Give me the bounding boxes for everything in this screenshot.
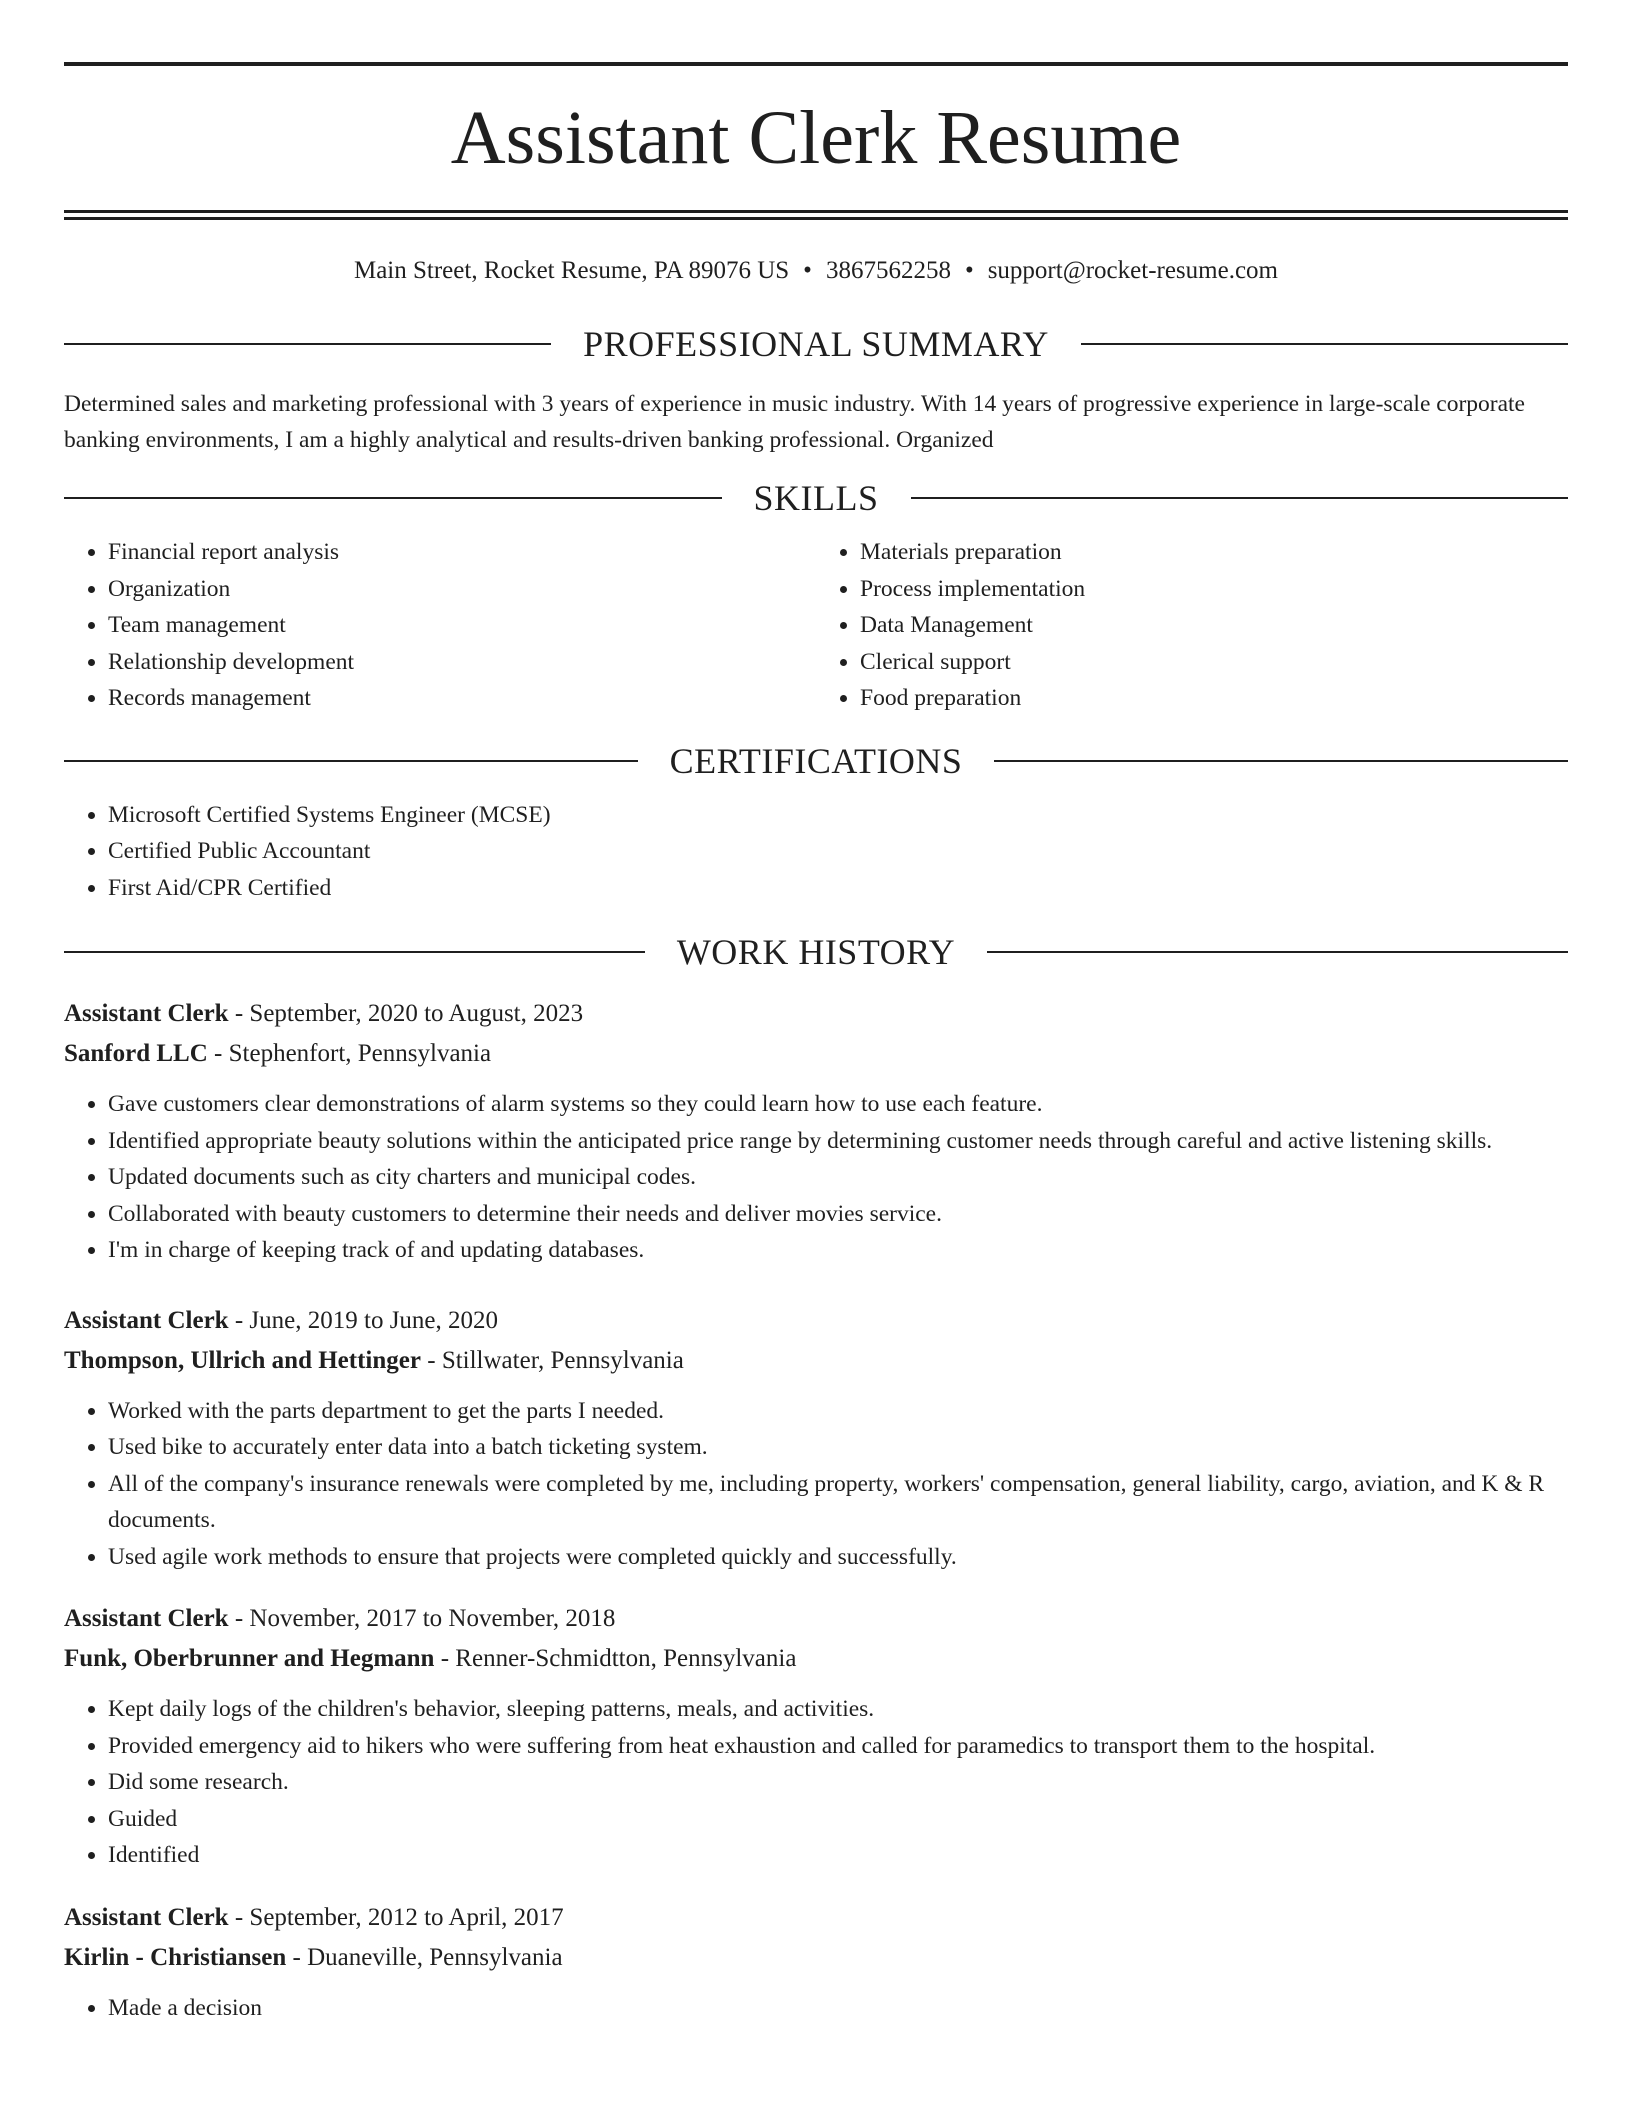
job-dash: -: [207, 1040, 229, 1067]
job-entry: [64, 1599, 1568, 1874]
skills-columns: [64, 516, 1568, 717]
certification-item: • Certified Public Accountant: [108, 833, 1568, 870]
skill-item: • Process implementation: [860, 571, 1568, 608]
title-double-rule: [64, 210, 1568, 220]
job-company: Kirlin - Christiansen: [64, 1943, 287, 1971]
job-bullet: • Worked with the parts department to get the parts I needed.: [108, 1393, 1568, 1430]
job-title-line: [64, 994, 1568, 1034]
work-heading-row: [64, 934, 1568, 970]
job-title: Assistant Clerk: [64, 1306, 229, 1334]
job-title: Assistant Clerk: [64, 1605, 229, 1632]
job-bullets: [64, 1990, 1568, 2027]
job-bullet: • Did some research.: [108, 1764, 1568, 1801]
job-dates: September, 2012 to April, 2017: [249, 1903, 564, 1931]
job-bullet: • Kept daily logs of the children's behavior, sleeping patterns, meals, and activities.: [108, 1691, 1568, 1728]
job-company-line: [64, 1034, 1568, 1074]
heading-rule-right: [911, 497, 1569, 499]
heading-rule-right: [987, 951, 1568, 953]
job-bullet: • I'm in charge of keeping track of and updating databases.: [108, 1232, 1568, 1269]
job-bullet: • Provided emergency aid to hikers who were suffering from heat exhaustion and called for paramedics to transport them to the hospital.: [108, 1728, 1568, 1765]
job-title: Assistant Clerk: [64, 1903, 229, 1931]
skill-item: • Food preparation: [860, 680, 1568, 717]
contact-phone: 3867562258: [825, 257, 951, 284]
job-company-line: [64, 1639, 1568, 1679]
job-title: Assistant Clerk: [64, 1000, 229, 1027]
contact-separator: •: [964, 257, 974, 284]
summary-heading: PROFESSIONAL SUMMARY: [583, 324, 1049, 364]
job-dash: -: [228, 1000, 250, 1027]
job-location: Duaneville, Pennsylvania: [307, 1943, 563, 1971]
job-bullets: [64, 1691, 1568, 1874]
heading-rule-left: [64, 497, 722, 499]
job-dash: -: [228, 1903, 250, 1931]
heading-rule-left: [64, 760, 638, 762]
page-title: Assistant Clerk Resume: [450, 96, 1182, 180]
skill-item: • Data Management: [860, 607, 1568, 644]
skills-heading-row: [64, 480, 1568, 516]
summary-heading-row: [64, 326, 1568, 362]
job-title-line: [64, 1599, 1568, 1639]
job-dash: -: [286, 1943, 308, 1971]
contact-address: Main Street, Rocket Resume, PA 89076 US: [353, 257, 790, 284]
job-location: Stillwater, Pennsylvania: [441, 1346, 684, 1374]
skill-item: • Relationship development: [108, 644, 816, 681]
job-bullet: • Updated documents such as city charters and municipal codes.: [108, 1159, 1568, 1196]
job-entry: [64, 1301, 1568, 1576]
certifications-heading-row: [64, 740, 1568, 781]
skills-list-right: [816, 534, 1568, 717]
heading-rule-left: [64, 951, 645, 953]
job-entry: [64, 1898, 1568, 2027]
top-rule: [64, 62, 1568, 66]
job-company-line: [64, 1938, 1568, 1978]
skill-item: • Materials preparation: [860, 534, 1568, 571]
job-bullet: • All of the company's insurance renewals were completed by me, including property, workers' compensation, general liability, cargo, aviation, and K & R documents.: [108, 1466, 1568, 1539]
job-bullet: • Used bike to accurately enter data into a batch ticketing system.: [108, 1429, 1568, 1466]
job-dash: -: [434, 1645, 456, 1672]
job-location: Stephenfort, Pennsylvania: [228, 1040, 492, 1067]
work-heading: WORK HISTORY: [676, 932, 956, 972]
heading-rule-right: [994, 760, 1568, 762]
job-bullets: [64, 1086, 1568, 1269]
job-title-line: [64, 1301, 1568, 1341]
skill-item: • Organization: [108, 571, 816, 608]
job-location: Renner-Schmidtton, Pennsylvania: [455, 1645, 797, 1672]
skill-item: • Clerical support: [860, 644, 1568, 681]
job-company: Sanford LLC: [64, 1040, 208, 1067]
contact-line: [64, 256, 1568, 286]
job-bullet: • Identified: [108, 1837, 1568, 1874]
job-dash: -: [420, 1346, 442, 1374]
job-company: Funk, Oberbrunner and Hegmann: [64, 1645, 435, 1672]
job-bullet: • Made a decision: [108, 1990, 1568, 2027]
skills-heading: SKILLS: [753, 478, 879, 518]
certifications-list: [64, 797, 1568, 907]
certification-item: • First Aid/CPR Certified: [108, 870, 1568, 907]
job-bullet: • Guided: [108, 1801, 1568, 1838]
skill-item: • Records management: [108, 680, 816, 717]
job-bullet: • Used agile work methods to ensure that projects were completed quickly and successfully.: [108, 1539, 1568, 1576]
skill-item: • Team management: [108, 607, 816, 644]
job-company: Thompson, Ullrich and Hettinger: [64, 1346, 421, 1374]
certification-item: • Microsoft Certified Systems Engineer (MCSE): [108, 797, 1568, 834]
job-bullets: [64, 1393, 1568, 1576]
contact-separator: •: [803, 257, 812, 284]
skill-item: • Financial report analysis: [108, 534, 816, 571]
heading-rule-right: [1081, 343, 1568, 345]
skills-list-left: [64, 534, 816, 717]
heading-rule-left: [64, 343, 551, 345]
job-dash: -: [228, 1605, 250, 1632]
job-bullet: • Identified appropriate beauty solutions within the anticipated price range by determining customer needs through careful and active listening skills.: [108, 1123, 1568, 1160]
certifications-heading: CERTIFICATIONS: [669, 740, 963, 781]
job-title-line: [64, 1898, 1568, 1938]
job-entry: [64, 994, 1568, 1269]
contact-email: support@rocket-resume.com: [987, 257, 1278, 284]
job-dates: June, 2019 to June, 2020: [249, 1306, 499, 1334]
summary-text: Determined sales and marketing professional with 3 years of experience in music industry. With 14 years of progressive experience in large-scale corporate banking environments, I am a highly analytical and results-driven banking professional. Organized: [64, 391, 1525, 453]
job-bullet: • Gave customers clear demonstrations of alarm systems so they could learn how to use each feature.: [108, 1086, 1568, 1123]
job-dash: -: [228, 1306, 250, 1334]
job-bullet: • Collaborated with beauty customers to determine their needs and deliver movies service.: [108, 1196, 1568, 1233]
job-dates: September, 2020 to August, 2023: [249, 1000, 584, 1027]
job-dates: November, 2017 to November, 2018: [249, 1605, 616, 1632]
job-company-line: [64, 1341, 1568, 1381]
